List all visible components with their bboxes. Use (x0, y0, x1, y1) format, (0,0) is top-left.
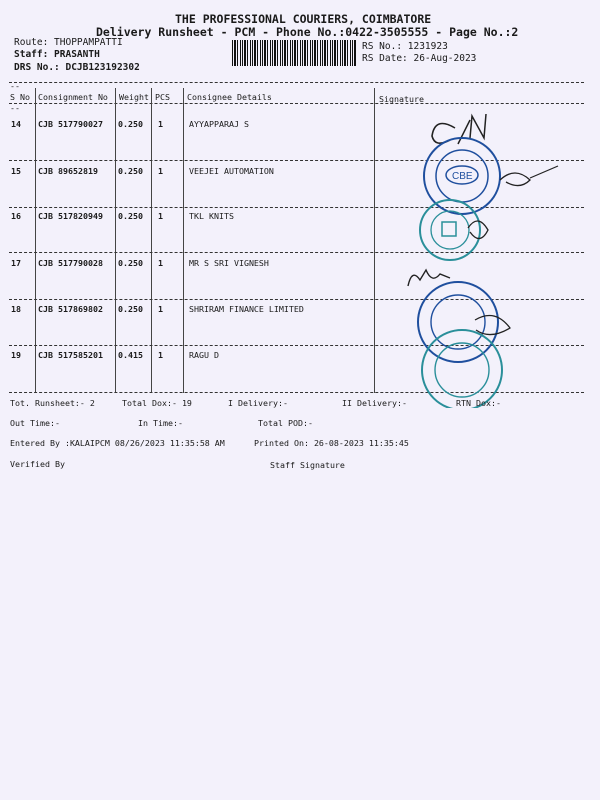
column-rule (374, 88, 375, 393)
row-pcs: 1 (158, 258, 163, 268)
column-rule (35, 88, 36, 393)
row-sno: 15 (11, 166, 21, 176)
dash-marker: -- (10, 81, 20, 91)
entered-by: Entered By :KALAIPCM 08/26/2023 11:35:58 AM (10, 438, 225, 448)
company-stamp-ring (431, 295, 485, 349)
row-weight: 0.250 (118, 119, 143, 129)
row-sno: 17 (11, 258, 21, 268)
row-consignment: CJB 517820949 (38, 211, 103, 221)
col-header-consignee: Consignee Details (187, 92, 272, 102)
row-sno: 16 (11, 211, 21, 221)
row-consignment: CJB 517585201 (38, 350, 103, 360)
row-consignee: TKL KNITS (189, 211, 234, 221)
row-weight: 0.250 (118, 166, 143, 176)
drs-number: DRS No.: DCJB123192302 (14, 62, 140, 73)
out-time: Out Time:- (10, 418, 60, 428)
total-pod: Total POD:- (258, 418, 313, 428)
col-header-weight: Weight (119, 92, 149, 102)
rs-number: RS No.: 1231923 (362, 41, 448, 52)
row-consignment: CJB 517790027 (38, 119, 103, 129)
company-stamp-ring (435, 343, 489, 397)
verified-by: Verified By (10, 459, 65, 469)
company-stamp-ring (431, 211, 469, 249)
row-consignee: AYYAPPARAJ S (189, 119, 249, 129)
row-weight: 0.250 (118, 211, 143, 221)
col-header-pcs: PCS (155, 92, 170, 102)
col-header-signature: Signature (379, 94, 424, 104)
total-dox: Total Dox:- 19 (122, 398, 192, 408)
row-weight: 0.250 (118, 258, 143, 268)
company-title: THE PROFESSIONAL COURIERS, COIMBATORE (175, 12, 432, 26)
divider (9, 103, 584, 104)
column-rule (183, 88, 184, 393)
staff-label: Staff: PRASANTH (14, 49, 100, 60)
row-weight: 0.250 (118, 304, 143, 314)
signature-stroke (500, 173, 530, 186)
row-pcs: 1 (158, 211, 163, 221)
stamps-and-signatures (380, 108, 590, 408)
row-sno: 14 (11, 119, 21, 129)
stamp-center-text: CBE (452, 171, 473, 182)
divider (9, 82, 584, 83)
row-weight: 0.415 (118, 350, 143, 360)
rs-date: RS Date: 26-Aug-2023 (362, 53, 477, 64)
column-rule (115, 88, 116, 393)
col-header-consignment: Consignment No (38, 92, 108, 102)
row-pcs: 1 (158, 166, 163, 176)
printed-on: Printed On: 26-08-2023 11:35:45 (254, 438, 409, 448)
row-pcs: 1 (158, 304, 163, 314)
row-consignment: CJB 89652819 (38, 166, 98, 176)
row-sno: 19 (11, 350, 21, 360)
tot-runsheet: Tot. Runsheet:- 2 (10, 398, 95, 408)
i-delivery: I Delivery:- (228, 398, 288, 408)
row-consignee: SHRIRAM FINANCE LIMITED (189, 304, 304, 314)
signature-stroke (475, 316, 510, 335)
in-time: In Time:- (138, 418, 183, 428)
row-pcs: 1 (158, 119, 163, 129)
company-stamp-ring (418, 282, 498, 362)
row-consignment: CJB 517790028 (38, 258, 103, 268)
signature-stroke (458, 120, 470, 144)
signature-stroke (470, 114, 486, 138)
runsheet-subtitle: Delivery Runsheet - PCM - Phone No.:0422-3505555 - Page No.:2 (96, 25, 519, 39)
row-consignee: MR S SRI VIGNESH (189, 258, 269, 268)
column-rule (151, 88, 152, 393)
row-consignee: VEEJEI AUTOMATION (189, 166, 274, 176)
dash-marker: -- (10, 103, 20, 113)
row-consignment: CJB 517869802 (38, 304, 103, 314)
company-stamp-ring (420, 200, 480, 260)
col-header-sno: S No (10, 92, 30, 102)
signature-stroke (530, 166, 558, 178)
company-stamp-ring (422, 330, 502, 408)
rtn-dox: RTN Dox:- (456, 398, 501, 408)
route-label: Route: THOPPAMPATTI (14, 37, 123, 48)
staff-signature-label: Staff Signature (270, 460, 345, 470)
row-pcs: 1 (158, 350, 163, 360)
row-sno: 18 (11, 304, 21, 314)
barcode-image (232, 40, 357, 66)
ii-delivery: II Delivery:- (342, 398, 407, 408)
stamp-logo (442, 222, 456, 236)
signature-stroke (468, 221, 488, 239)
row-consignee: RAGU D (189, 350, 219, 360)
